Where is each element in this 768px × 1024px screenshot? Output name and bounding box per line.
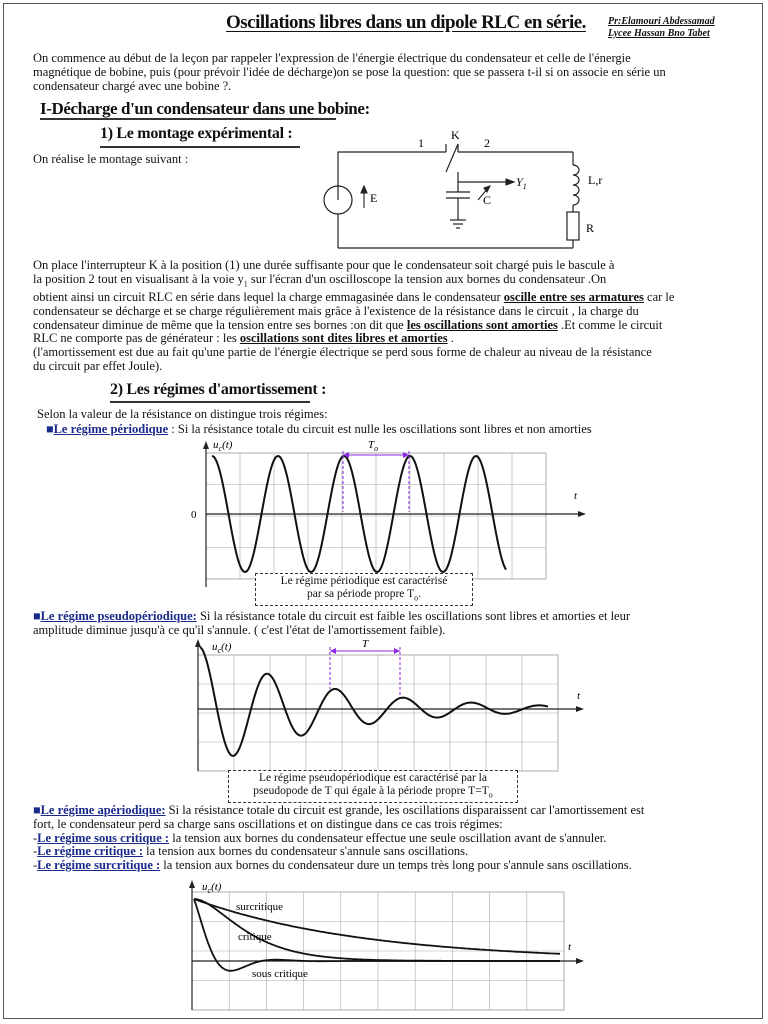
resistor-symbol: [567, 212, 579, 240]
switch-label: K: [451, 130, 460, 142]
switch-k: [446, 144, 458, 172]
paragraph-line: du circuit par effet Joule).: [33, 359, 163, 374]
paragraph-line: RLC ne comporte pas de générateur : les oscillations sont dites libres et amorties .: [33, 331, 454, 346]
inductor-label: L,r: [588, 173, 603, 187]
circuit-wire: [338, 152, 446, 200]
author-block: [608, 16, 715, 40]
origin-label: 0: [191, 509, 197, 521]
pseudo-caption: Le régime pseudopériodique est caractérisé par la pseudopode de T qui égale à la période propre $T=T_o$: [228, 770, 518, 803]
document-title: Oscillations libres dans un dipole RLC en série.: [226, 12, 586, 33]
x-axis-label: t: [568, 941, 572, 953]
inductor-coil: [573, 165, 579, 205]
y1-label: $Y_1$: [516, 175, 527, 191]
subsection-heading: 2) Les régimes d'amortissement :: [110, 381, 327, 398]
x-axis-label: t: [574, 490, 578, 502]
pseudo-label: Le régime pseudopériodique:: [40, 609, 197, 623]
aperiodic-graph: [180, 878, 590, 1018]
resistor-label: R: [586, 221, 595, 235]
sous-critique-label: Le régime sous critique :: [37, 830, 170, 845]
period-label: $T_o$: [368, 439, 379, 453]
sous-critique-curve-label: sous critique: [252, 968, 308, 980]
author-school: Lycee Hassan Bno Tabet: [608, 28, 710, 39]
periodic-caption: Le régime périodique est caractérisé par sa période propre $T_o$.: [255, 573, 473, 606]
paragraph-line: condensateur diminue de même que la tension entre ses bornes :on dit que les oscillations sont amorties .Et comme le circuit: [33, 317, 663, 332]
heading-rule: [110, 401, 310, 403]
intro-paragraph: [33, 52, 753, 93]
paragraph-line: la position 2 tout en visualisant à la voie $y_1$ sur l'écran d'un oscilloscope la tension aux bornes du condensateur .On: [33, 271, 607, 289]
switch-position-2: 2: [484, 136, 490, 150]
surcritique-curve-label: surcritique: [236, 901, 284, 913]
capacitor-label: C: [483, 193, 492, 207]
y-axis-label: $u_c(t)$: [212, 641, 232, 655]
periodique-line: ■Le régime périodique : Si la résistance totale du circuit est nulle les oscillations sont libres et non amorties: [46, 422, 592, 436]
intro-line: condensateur chargé avec une bobine ?.: [33, 78, 232, 93]
pseudo-paragraph: ■Le régime pseudopériodique: Si la résistance totale du circuit est faible les oscillations sont libres et amorties et leur amplitude diminue jusqu'à ce qu'il s'annule. ( c'est l'état de l'amortissement faible).: [33, 609, 631, 637]
regimes-intro: Selon la valeur de la résistance on distingue trois régimes:: [37, 407, 328, 421]
generator-label: E: [370, 191, 378, 205]
period-label: T: [362, 638, 369, 650]
section-heading: I-Décharge d'un condensateur dans une bobine:: [40, 99, 370, 118]
intro-line: magnétique de bobine, puis (pour prévoir l'idée de décharge)on se pose la question: que se passera t-il si on associe en série un: [33, 64, 666, 79]
x-axis-label: t: [577, 690, 581, 702]
heading-rule: [100, 146, 300, 148]
experiment-paragraph: [33, 259, 755, 374]
periodique-label: Le régime périodique: [53, 422, 169, 436]
paragraph-line: condensateur se décharge et se charge régulièrement mais grâce à l'existence de la résistance dans le circuit , la charge du: [33, 303, 639, 318]
critique-label: Le régime critique :: [37, 844, 144, 859]
critique-curve-label: critique: [238, 931, 272, 943]
y-axis-label: $u_c(t)$: [202, 881, 222, 895]
intro-line: On commence au début de la leçon par rappeler l'expression de l'énergie électrique du condensateur et celle de l'énergie: [33, 51, 631, 65]
switch-position-1: 1: [418, 136, 424, 150]
subsection-heading: 1) Le montage expérimental :: [100, 125, 293, 142]
montage-text: On réalise le montage suivant :: [33, 152, 189, 166]
paragraph-line: On place l'interrupteur K à la position (1) une durée suffisante pour que le condensateur soit chargé puis le bascule à: [33, 258, 615, 272]
author-name: Pr:Elamouri Abdessamad: [608, 16, 715, 27]
pseudo-periodic-curve: [200, 647, 548, 756]
aperiodic-label: Le régime apériodique:: [40, 803, 166, 817]
surcritique-label: Le régime surcritique :: [37, 858, 161, 873]
paragraph-line: (l'amortissement est due au fait qu'une partie de l'énergie électrique se perd sous forme de chaleur au niveau de la résistance: [33, 345, 652, 360]
rlc-circuit-diagram: [318, 130, 618, 255]
aperiodic-paragraph: ■Le régime apériodique: Si la résistance totale du circuit est grande, les oscillations disparaissent car l'amortissement est fort, le condensateur perd sa charge sans oscillations et on distingue dans ce cas trois régimes: -Le régime sous critique : la tension aux bornes du condensateur effectue une seule oscillation avant de s'annuler. -Le régime critique : la tension aux bornes du condensateur s'annule sans oscillations. -Le régime surcritique : la tension aux bornes du condensateur dure un temps très long pour s'annule sans oscillations.: [33, 803, 645, 873]
heading-rule: [40, 118, 336, 120]
pseudo-periodic-graph: [180, 637, 590, 777]
paragraph-line: obtient ainsi un circuit RLC en série dans lequel la charge emmagasinée dans le condensateur oscille entre ses armatures car le: [33, 290, 675, 305]
y-axis-label: $u_c(t)$: [213, 439, 233, 453]
